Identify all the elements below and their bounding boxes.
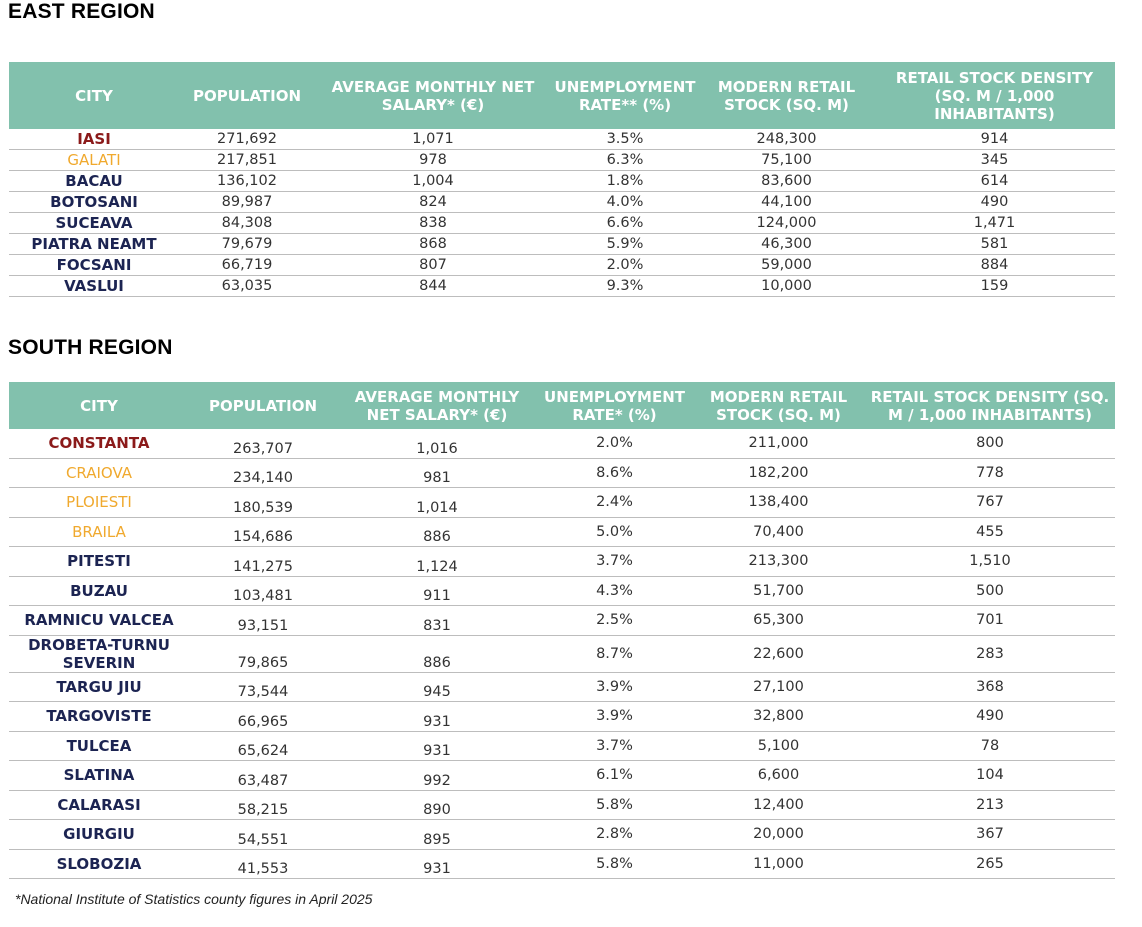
city-cell: DROBETA-TURNU SEVERIN	[9, 635, 189, 672]
population-cell: 103,481	[189, 576, 337, 606]
retail-stock-cell: 32,800	[692, 702, 865, 732]
salary-cell: 992	[337, 761, 537, 791]
stock-density-cell: 283	[865, 635, 1115, 672]
stock-density-cell: 701	[865, 606, 1115, 636]
south-region-table	[9, 382, 1115, 879]
unemployment-cell: 3.9%	[537, 672, 692, 702]
retail-stock-cell: 10,000	[699, 276, 874, 297]
salary-cell: 931	[337, 849, 537, 879]
salary-cell: 1,016	[337, 429, 537, 458]
unemployment-cell: 3.7%	[537, 731, 692, 761]
population-cell: 93,151	[189, 606, 337, 636]
table-row	[9, 576, 1115, 606]
population-cell: 73,544	[189, 672, 337, 702]
header-city: CITY	[9, 382, 189, 429]
city-cell: BOTOSANI	[9, 192, 179, 213]
east-region-title: EAST REGION	[8, 0, 155, 23]
retail-stock-cell: 22,600	[692, 635, 865, 672]
city-cell: PIATRA NEAMT	[9, 234, 179, 255]
retail-stock-cell: 11,000	[692, 849, 865, 879]
table-row	[9, 849, 1115, 879]
city-cell: BUZAU	[9, 576, 189, 606]
retail-stock-cell: 5,100	[692, 731, 865, 761]
table-row	[9, 429, 1115, 458]
south-region-title: SOUTH REGION	[8, 336, 173, 359]
header-unemployment: UNEMPLOYMENT RATE* (%)	[537, 382, 692, 429]
retail-stock-cell: 213,300	[692, 547, 865, 577]
retail-stock-cell: 138,400	[692, 488, 865, 518]
table-header-row	[9, 382, 1115, 429]
stock-density-cell: 614	[874, 171, 1115, 192]
stock-density-cell: 368	[865, 672, 1115, 702]
table-row	[9, 129, 1115, 150]
population-cell: 234,140	[189, 458, 337, 488]
table-row	[9, 458, 1115, 488]
salary-cell: 1,004	[315, 171, 551, 192]
retail-stock-cell: 124,000	[699, 213, 874, 234]
stock-density-cell: 345	[874, 150, 1115, 171]
unemployment-cell: 8.6%	[537, 458, 692, 488]
city-cell: PITESTI	[9, 547, 189, 577]
population-cell: 84,308	[179, 213, 315, 234]
retail-stock-cell: 27,100	[692, 672, 865, 702]
salary-cell: 824	[315, 192, 551, 213]
population-cell: 41,553	[189, 849, 337, 879]
unemployment-cell: 6.1%	[537, 761, 692, 791]
header-stock-density: RETAIL STOCK DENSITY (SQ. M / 1,000 INHABITANTS)	[865, 382, 1115, 429]
header-retail-stock: MODERN RETAIL STOCK (SQ. M)	[699, 62, 874, 129]
stock-density-cell: 78	[865, 731, 1115, 761]
salary-cell: 895	[337, 820, 537, 850]
retail-stock-cell: 6,600	[692, 761, 865, 791]
salary-cell: 886	[337, 635, 537, 672]
stock-density-cell: 581	[874, 234, 1115, 255]
unemployment-cell: 5.8%	[537, 790, 692, 820]
header-unemployment: UNEMPLOYMENT RATE** (%)	[551, 62, 699, 129]
city-cell: PLOIESTI	[9, 488, 189, 518]
stock-density-cell: 490	[874, 192, 1115, 213]
stock-density-cell: 500	[865, 576, 1115, 606]
unemployment-cell: 5.0%	[537, 517, 692, 547]
table-row	[9, 192, 1115, 213]
header-salary: AVERAGE MONTHLY NET SALARY* (€)	[337, 382, 537, 429]
table-row	[9, 150, 1115, 171]
population-cell: 263,707	[189, 429, 337, 458]
header-salary: AVERAGE MONTHLY NET SALARY* (€)	[315, 62, 551, 129]
population-cell: 58,215	[189, 790, 337, 820]
header-population: POPULATION	[179, 62, 315, 129]
unemployment-cell: 3.7%	[537, 547, 692, 577]
city-cell: CONSTANTA	[9, 429, 189, 458]
population-cell: 54,551	[189, 820, 337, 850]
unemployment-cell: 2.0%	[551, 255, 699, 276]
table-row	[9, 761, 1115, 791]
salary-cell: 981	[337, 458, 537, 488]
city-cell: BACAU	[9, 171, 179, 192]
salary-cell: 978	[315, 150, 551, 171]
stock-density-cell: 1,471	[874, 213, 1115, 234]
header-retail-stock: MODERN RETAIL STOCK (SQ. M)	[692, 382, 865, 429]
table-row	[9, 276, 1115, 297]
table-row	[9, 517, 1115, 547]
salary-cell: 911	[337, 576, 537, 606]
retail-stock-cell: 12,400	[692, 790, 865, 820]
retail-stock-cell: 44,100	[699, 192, 874, 213]
city-cell: RAMNICU VALCEA	[9, 606, 189, 636]
table-row	[9, 234, 1115, 255]
retail-stock-cell: 83,600	[699, 171, 874, 192]
unemployment-cell: 3.9%	[537, 702, 692, 732]
unemployment-cell: 4.3%	[537, 576, 692, 606]
footnote: *National Institute of Statistics county figures in April 2025	[15, 891, 373, 907]
table-row	[9, 547, 1115, 577]
city-cell: BRAILA	[9, 517, 189, 547]
city-cell: SUCEAVA	[9, 213, 179, 234]
population-cell: 66,965	[189, 702, 337, 732]
salary-cell: 844	[315, 276, 551, 297]
stock-density-cell: 767	[865, 488, 1115, 518]
east-region-table	[9, 62, 1115, 297]
population-cell: 136,102	[179, 171, 315, 192]
header-population: POPULATION	[189, 382, 337, 429]
city-cell: GALATI	[9, 150, 179, 171]
salary-cell: 945	[337, 672, 537, 702]
unemployment-cell: 3.5%	[551, 129, 699, 150]
stock-density-cell: 884	[874, 255, 1115, 276]
table-row	[9, 702, 1115, 732]
salary-cell: 1,071	[315, 129, 551, 150]
unemployment-cell: 5.9%	[551, 234, 699, 255]
table-row	[9, 606, 1115, 636]
retail-stock-cell: 59,000	[699, 255, 874, 276]
salary-cell: 807	[315, 255, 551, 276]
table-row	[9, 213, 1115, 234]
stock-density-cell: 914	[874, 129, 1115, 150]
unemployment-cell: 6.6%	[551, 213, 699, 234]
unemployment-cell: 2.5%	[537, 606, 692, 636]
retail-stock-cell: 75,100	[699, 150, 874, 171]
table-row	[9, 171, 1115, 192]
table-row	[9, 731, 1115, 761]
unemployment-cell: 6.3%	[551, 150, 699, 171]
retail-stock-cell: 182,200	[692, 458, 865, 488]
retail-stock-cell: 70,400	[692, 517, 865, 547]
table-row	[9, 488, 1115, 518]
stock-density-cell: 265	[865, 849, 1115, 879]
east-table-body	[9, 129, 1115, 297]
table-row	[9, 255, 1115, 276]
stock-density-cell: 367	[865, 820, 1115, 850]
population-cell: 65,624	[189, 731, 337, 761]
stock-density-cell: 490	[865, 702, 1115, 732]
unemployment-cell: 5.8%	[537, 849, 692, 879]
population-cell: 89,987	[179, 192, 315, 213]
retail-stock-cell: 20,000	[692, 820, 865, 850]
salary-cell: 831	[337, 606, 537, 636]
population-cell: 79,679	[179, 234, 315, 255]
stock-density-cell: 159	[874, 276, 1115, 297]
retail-stock-cell: 51,700	[692, 576, 865, 606]
salary-cell: 1,014	[337, 488, 537, 518]
table-row	[9, 790, 1115, 820]
city-cell: SLATINA	[9, 761, 189, 791]
salary-cell: 868	[315, 234, 551, 255]
unemployment-cell: 4.0%	[551, 192, 699, 213]
population-cell: 79,865	[189, 635, 337, 672]
city-cell: TARGOVISTE	[9, 702, 189, 732]
population-cell: 63,487	[189, 761, 337, 791]
population-cell: 66,719	[179, 255, 315, 276]
stock-density-cell: 778	[865, 458, 1115, 488]
population-cell: 63,035	[179, 276, 315, 297]
unemployment-cell: 9.3%	[551, 276, 699, 297]
stock-density-cell: 213	[865, 790, 1115, 820]
city-cell: SLOBOZIA	[9, 849, 189, 879]
unemployment-cell: 1.8%	[551, 171, 699, 192]
retail-stock-cell: 65,300	[692, 606, 865, 636]
unemployment-cell: 8.7%	[537, 635, 692, 672]
table-row	[9, 820, 1115, 850]
city-cell: VASLUI	[9, 276, 179, 297]
population-cell: 271,692	[179, 129, 315, 150]
header-city: CITY	[9, 62, 179, 129]
stock-density-cell: 455	[865, 517, 1115, 547]
salary-cell: 1,124	[337, 547, 537, 577]
salary-cell: 890	[337, 790, 537, 820]
city-cell: CALARASI	[9, 790, 189, 820]
stock-density-cell: 104	[865, 761, 1115, 791]
unemployment-cell: 2.0%	[537, 429, 692, 458]
city-cell: IASI	[9, 129, 179, 150]
stock-density-cell: 1,510	[865, 547, 1115, 577]
city-cell: TULCEA	[9, 731, 189, 761]
city-cell: CRAIOVA	[9, 458, 189, 488]
retail-stock-cell: 248,300	[699, 129, 874, 150]
salary-cell: 931	[337, 702, 537, 732]
city-cell: TARGU JIU	[9, 672, 189, 702]
header-stock-density: RETAIL STOCK DENSITY (SQ. M / 1,000 INHABITANTS)	[874, 62, 1115, 129]
city-cell: GIURGIU	[9, 820, 189, 850]
retail-stock-cell: 211,000	[692, 429, 865, 458]
unemployment-cell: 2.8%	[537, 820, 692, 850]
unemployment-cell: 2.4%	[537, 488, 692, 518]
population-cell: 154,686	[189, 517, 337, 547]
salary-cell: 931	[337, 731, 537, 761]
south-table-body	[9, 429, 1115, 879]
salary-cell: 838	[315, 213, 551, 234]
population-cell: 141,275	[189, 547, 337, 577]
table-row	[9, 635, 1115, 672]
population-cell: 180,539	[189, 488, 337, 518]
retail-stock-cell: 46,300	[699, 234, 874, 255]
salary-cell: 886	[337, 517, 537, 547]
city-cell: FOCSANI	[9, 255, 179, 276]
population-cell: 217,851	[179, 150, 315, 171]
table-row	[9, 672, 1115, 702]
stock-density-cell: 800	[865, 429, 1115, 458]
table-header-row	[9, 62, 1115, 129]
